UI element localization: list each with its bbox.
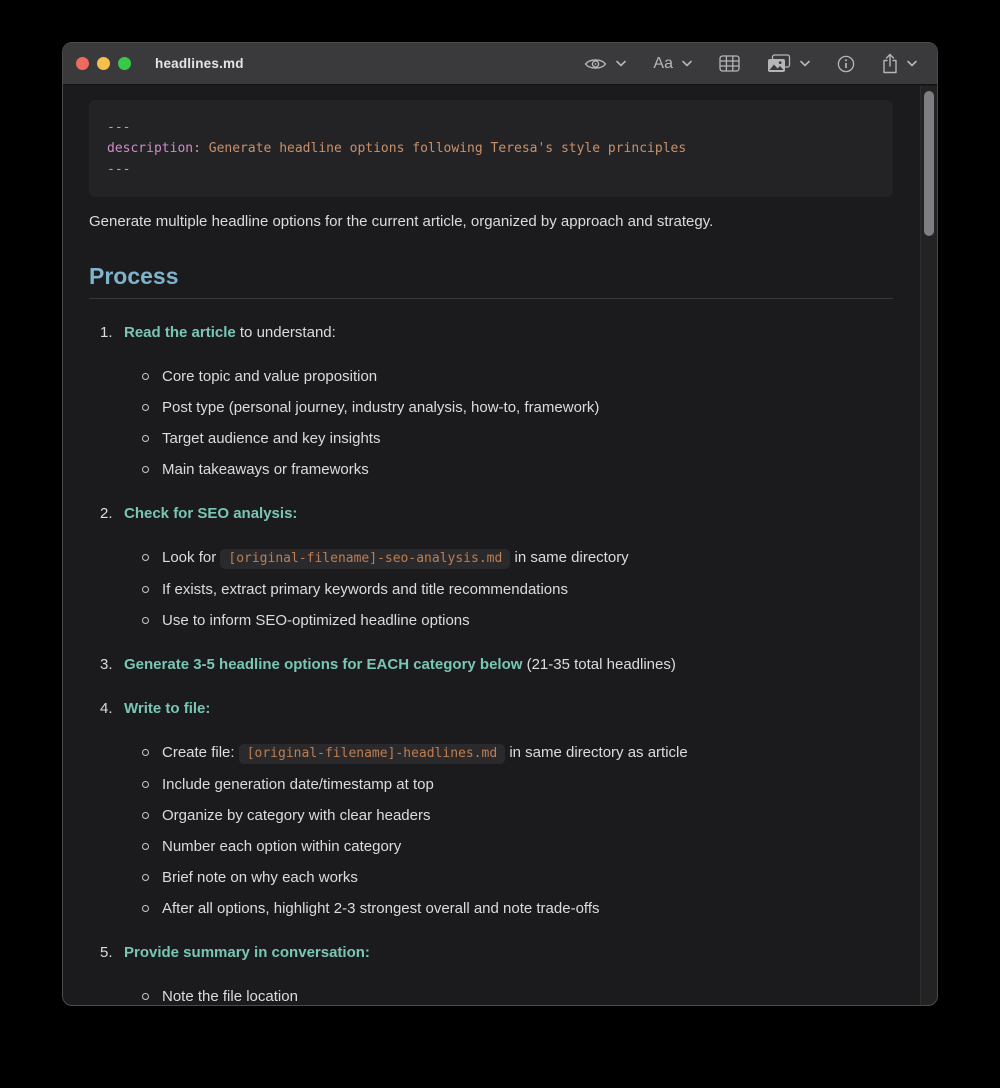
bullet-circle-icon [142, 435, 149, 442]
share-icon [882, 53, 898, 74]
chevron-down-icon [682, 60, 692, 67]
bullet-circle-icon [142, 993, 149, 1000]
frontmatter-value: Generate headline options following Teresa's style principles [200, 141, 687, 156]
step-title: Check for SEO analysis: [124, 505, 298, 522]
scrollbar-track[interactable] [920, 86, 937, 1005]
share-button[interactable] [882, 53, 917, 74]
list-item: Note the file location [89, 986, 893, 1005]
inline-code: [original-filename]-seo-analysis.md [220, 549, 510, 569]
step-number: 2. [100, 505, 113, 522]
list-item: Brief note on why each works [89, 867, 893, 889]
table-icon [719, 55, 740, 72]
list-item: Target audience and key insights [89, 428, 893, 450]
step-item [89, 654, 893, 676]
frontmatter-key: description: [107, 141, 201, 156]
list-item: Look for [original-filename]-seo-analysis.md in same directory [89, 547, 893, 570]
list-item: Use to inform SEO-optimized headline options [89, 610, 893, 632]
chevron-down-icon [907, 60, 917, 67]
sub-bullet-list [89, 547, 893, 632]
step-item [89, 698, 893, 920]
chevron-down-icon [616, 60, 626, 67]
bullet-circle-icon [142, 586, 149, 593]
typography-label: Aa [653, 54, 673, 72]
step-number: 3. [100, 656, 113, 673]
sub-bullet-list [89, 986, 893, 1005]
inline-code: [original-filename]-headlines.md [239, 744, 505, 764]
step-title: Write to file: [124, 700, 211, 717]
list-item: Organize by category with clear headers [89, 805, 893, 827]
step-suffix: (21-35 total headlines) [522, 656, 676, 673]
traffic-lights [76, 57, 131, 70]
step-title: Read the article [124, 324, 236, 341]
media-button[interactable] [767, 54, 810, 73]
bullet-circle-icon [142, 812, 149, 819]
preview-mode-button[interactable] [584, 56, 626, 72]
table-button[interactable] [719, 55, 740, 72]
app-window [62, 42, 938, 1006]
list-item: Core topic and value proposition [89, 366, 893, 388]
photos-icon [767, 54, 791, 73]
bullet-circle-icon [142, 874, 149, 881]
list-item: Create file: [original-filename]-headlines.md in same directory as article [89, 742, 893, 765]
bullet-circle-icon [142, 373, 149, 380]
section-heading: Process [89, 263, 893, 299]
frontmatter-delimiter: --- [107, 162, 131, 177]
bullet-circle-icon [142, 554, 149, 561]
sub-bullet-list [89, 742, 893, 920]
info-button[interactable] [837, 55, 855, 73]
typography-button[interactable] [653, 55, 692, 73]
bullet-circle-icon [142, 843, 149, 850]
bullet-circle-icon [142, 617, 149, 624]
list-item: After all options, highlight 2-3 strongest overall and note trade-offs [89, 898, 893, 920]
minimize-button[interactable] [97, 57, 110, 70]
chevron-down-icon [800, 60, 810, 67]
intro-paragraph: Generate multiple headline options for the current article, organized by approach and strategy. [89, 213, 714, 230]
list-item: Include generation date/timestamp at top [89, 774, 893, 796]
window-title: headlines.md [155, 56, 244, 71]
scrollbar-thumb[interactable] [924, 91, 934, 236]
step-item [89, 322, 893, 481]
frontmatter-delimiter: --- [107, 120, 131, 135]
frontmatter-code-block [89, 100, 893, 197]
step-item [89, 942, 893, 1005]
bullet-circle-icon [142, 466, 149, 473]
info-icon [837, 55, 855, 73]
step-number: 1. [100, 324, 113, 341]
step-number: 4. [100, 700, 113, 717]
zoom-button[interactable] [118, 57, 131, 70]
bullet-circle-icon [142, 781, 149, 788]
bullet-circle-icon [142, 749, 149, 756]
bullet-circle-icon [142, 404, 149, 411]
toolbar [557, 53, 917, 74]
list-item: Post type (personal journey, industry analysis, how-to, framework) [89, 397, 893, 419]
process-steps-list [89, 322, 893, 1005]
list-item: Number each option within category [89, 836, 893, 858]
step-item [89, 503, 893, 632]
step-title: Provide summary in conversation: [124, 944, 370, 961]
sub-bullet-list [89, 366, 893, 481]
close-button[interactable] [76, 57, 89, 70]
list-item: Main takeaways or frameworks [89, 459, 893, 481]
titlebar[interactable] [63, 43, 937, 85]
step-title: Generate 3-5 headline options for EACH category below [124, 656, 523, 673]
document-view[interactable] [63, 86, 920, 1005]
step-suffix: to understand: [235, 324, 336, 341]
step-number: 5. [100, 944, 113, 961]
list-item: If exists, extract primary keywords and title recommendations [89, 579, 893, 601]
eye-icon [584, 56, 607, 72]
bullet-circle-icon [142, 905, 149, 912]
